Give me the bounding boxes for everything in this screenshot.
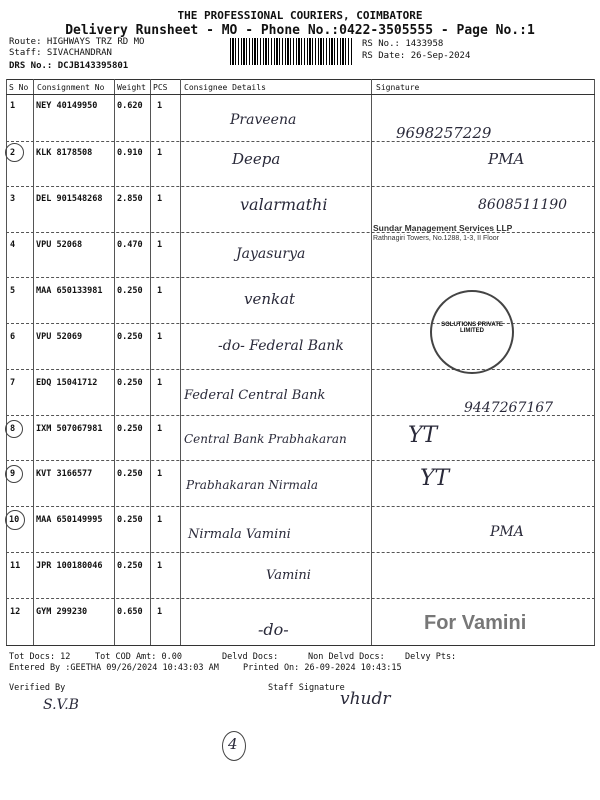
- col-header-consignee: Consignee Details: [184, 83, 266, 92]
- header-divider: [6, 94, 595, 95]
- company-stamp: [373, 223, 558, 242]
- row-weight: 0.250: [117, 515, 143, 525]
- row-consignee-handwritten: Deepa: [232, 150, 281, 168]
- row-signature-handwritten: YT: [420, 466, 450, 491]
- row-pcs: 1: [157, 378, 163, 388]
- row-sno: 2: [10, 148, 16, 158]
- row-consignment: IXM 507067981: [36, 424, 103, 434]
- row-sno: 7: [10, 378, 16, 388]
- row-consignee-handwritten: Vamini: [266, 568, 311, 583]
- row-sno: 11: [10, 561, 21, 571]
- row-pcs: 1: [157, 607, 163, 617]
- row-pcs: 1: [157, 286, 163, 296]
- row-signature-handwritten: 9698257229: [396, 124, 492, 142]
- row-weight: 0.250: [117, 378, 143, 388]
- table-border-left: [6, 79, 7, 646]
- row-sno: 6: [10, 332, 16, 342]
- row-consignee-handwritten: Praveena: [230, 112, 297, 128]
- row-consignment: JPR 100180046: [36, 561, 103, 571]
- row-signature-handwritten: PMA: [488, 150, 525, 168]
- row-pcs: 1: [157, 424, 163, 434]
- row-consignee-handwritten: venkat: [244, 290, 296, 308]
- row-consignment: EDQ 15041712: [36, 378, 98, 388]
- row-sno: 1: [10, 101, 16, 111]
- row-weight: 0.250: [117, 561, 143, 571]
- drs-number: DRS No.: DCJB143395801: [9, 61, 129, 71]
- row-divider: [6, 141, 595, 142]
- table-border-right: [594, 79, 595, 646]
- delivery-points: Delvy Pts:: [405, 652, 457, 662]
- row-consignment: GYM 299230: [36, 607, 88, 617]
- row-divider: [6, 598, 595, 599]
- staff-signature-label: Staff Signature: [268, 683, 345, 693]
- col-header-consignment: Consignment No: [37, 83, 105, 92]
- rs-number: RS No.: 1433958: [362, 39, 444, 49]
- row-sno: 3: [10, 194, 16, 204]
- col-header-weight: Weight: [117, 83, 146, 92]
- row-weight: 0.910: [117, 148, 143, 158]
- row-pcs: 1: [157, 101, 163, 111]
- route-label: Route: HIGHWAYS TRZ RD MO: [9, 37, 145, 47]
- round-seal-stamp: [430, 290, 514, 374]
- page-mark: 4: [228, 735, 238, 753]
- row-consignment: NEY 40149950: [36, 101, 98, 111]
- col-divider: [180, 79, 181, 646]
- row-consignment: KVT 3166577: [36, 469, 93, 479]
- row-weight: 0.250: [117, 332, 143, 342]
- row-consignment: VPU 52068: [36, 240, 83, 250]
- row-consignee-handwritten: Jayasurya: [236, 246, 306, 262]
- row-weight: 0.650: [117, 607, 143, 617]
- row-weight: 0.250: [117, 424, 143, 434]
- row-consignee-handwritten: valarmathi: [240, 195, 328, 214]
- row-signature-stamp: For Vamini: [424, 612, 527, 634]
- row-pcs: 1: [157, 194, 163, 204]
- verified-by-label: Verified By: [9, 683, 66, 693]
- row-weight: 0.620: [117, 101, 143, 111]
- row-sno: 5: [10, 286, 16, 296]
- staff-signature: vhudr: [340, 689, 391, 709]
- row-sno: 10: [9, 515, 20, 525]
- row-divider: [6, 506, 595, 507]
- row-consignment: KLK 8178508: [36, 148, 93, 158]
- row-divider: [6, 186, 595, 187]
- seal-text: SOLUTIONS PRIVATE LIMITED: [441, 322, 503, 334]
- col-header-pcs: PCS: [153, 83, 168, 92]
- row-signature-handwritten: 9447267167: [464, 400, 554, 416]
- row-divider: [6, 552, 595, 553]
- table-bottom: [6, 645, 595, 646]
- row-signature-handwritten: PMA: [490, 524, 524, 540]
- printed-on: Printed On: 26-09-2024 10:43:15: [243, 663, 402, 673]
- row-consignment: DEL 901548268: [36, 194, 103, 204]
- row-divider: [6, 460, 595, 461]
- row-consignee-handwritten: Nirmala Vamini: [188, 527, 291, 542]
- barcode: [230, 38, 353, 65]
- row-consignee-handwritten: Prabhakaran Nirmala: [186, 478, 318, 492]
- row-consignment: VPU 52069: [36, 332, 83, 342]
- rs-date: RS Date: 26-Sep-2024: [362, 51, 471, 61]
- total-cod-amount: Tot COD Amt: 0.00: [95, 652, 182, 662]
- row-consignee-handwritten: -do- Federal Bank: [218, 338, 344, 354]
- col-divider: [371, 79, 372, 646]
- row-pcs: 1: [157, 240, 163, 250]
- stamp-address: Rathnagiri Towers, No.1288, 1-3, II Floor: [373, 235, 499, 242]
- row-consignee-handwritten: -do-: [258, 620, 289, 639]
- row-signature-handwritten: 8608511190: [478, 197, 568, 213]
- col-divider: [114, 79, 115, 646]
- total-docs: Tot Docs: 12: [9, 652, 71, 662]
- col-header-signature: Signature: [376, 83, 420, 92]
- row-sno: 9: [10, 469, 16, 479]
- col-divider: [150, 79, 151, 646]
- col-header-sno: S No: [9, 83, 29, 92]
- non-delivered-docs: Non Delvd Docs:: [308, 652, 385, 662]
- row-consignment: MAA 650149995: [36, 515, 103, 525]
- row-pcs: 1: [157, 469, 163, 479]
- company-name: THE PROFESSIONAL COURIERS, COIMBATORE: [177, 9, 423, 22]
- col-divider: [33, 79, 34, 646]
- row-consignee-handwritten: Central Bank Prabhakaran: [184, 432, 347, 446]
- row-signature-handwritten: YT: [408, 423, 438, 448]
- row-divider: [6, 277, 595, 278]
- row-sno: 4: [10, 240, 16, 250]
- entered-by: Entered By :GEETHA 09/26/2024 10:43:03 AM: [9, 663, 219, 673]
- row-weight: 2.850: [117, 194, 143, 204]
- row-pcs: 1: [157, 148, 163, 158]
- row-divider: [6, 369, 595, 370]
- runsheet-title: Delivery Runsheet - MO - Phone No.:0422-3505555 - Page No.:1: [65, 23, 535, 38]
- row-sno: 12: [10, 607, 21, 617]
- row-consignment: MAA 650133981: [36, 286, 103, 296]
- row-pcs: 1: [157, 515, 163, 525]
- verified-signature: S.V.B: [43, 697, 79, 713]
- row-consignee-handwritten: Federal Central Bank: [184, 388, 326, 403]
- row-pcs: 1: [157, 561, 163, 571]
- staff-label: Staff: SIVACHANDRAN: [9, 48, 112, 58]
- stamp-company-name: Sundar Management Services LLP: [373, 223, 513, 233]
- row-sno: 8: [10, 424, 16, 434]
- delivered-docs: Delvd Docs:: [222, 652, 279, 662]
- row-pcs: 1: [157, 332, 163, 342]
- row-weight: 0.250: [117, 469, 143, 479]
- row-weight: 0.470: [117, 240, 143, 250]
- row-weight: 0.250: [117, 286, 143, 296]
